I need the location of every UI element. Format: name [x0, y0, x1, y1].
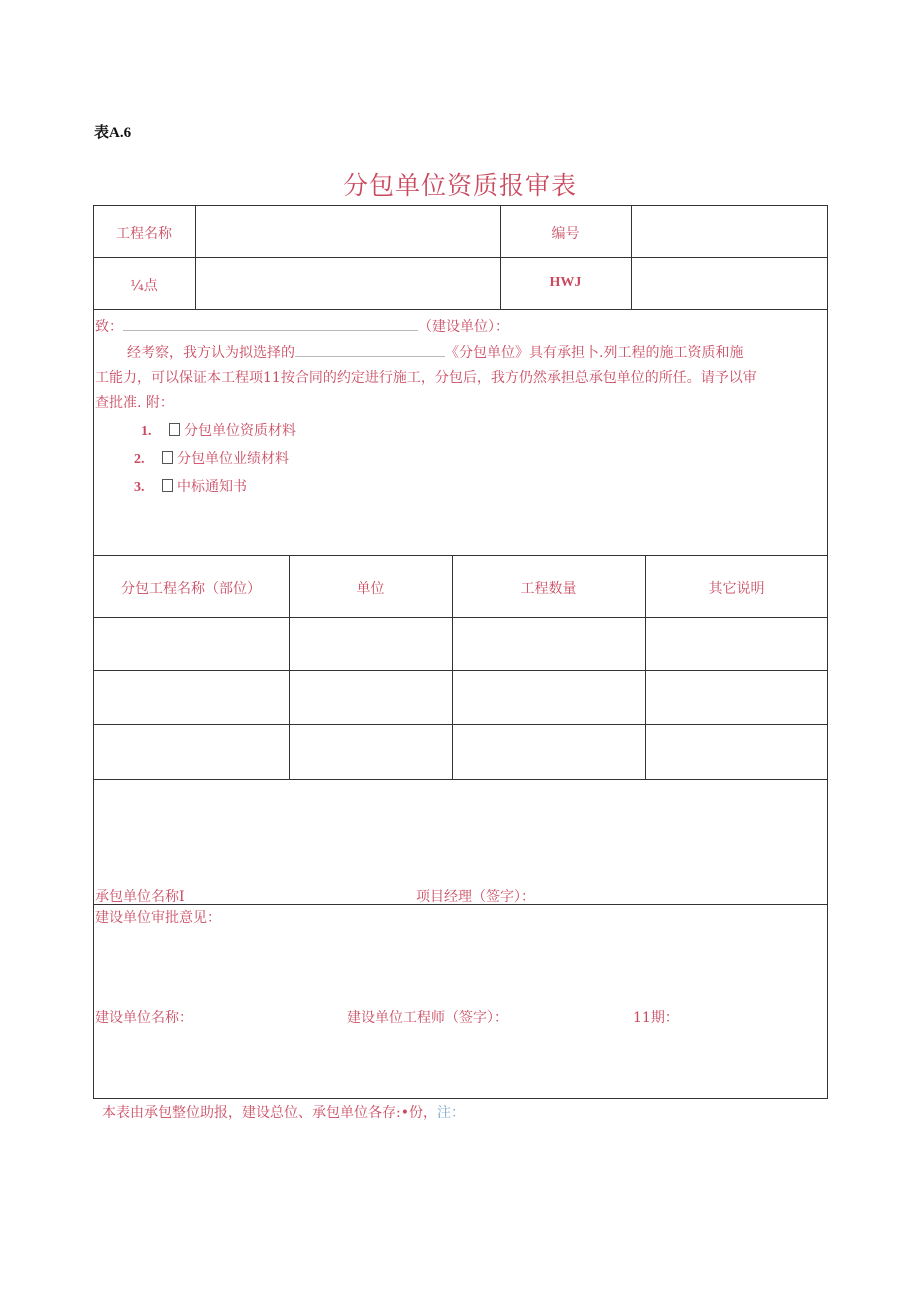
location-field[interactable]: [196, 258, 500, 309]
attachment-label: 分包单位业绩材料: [177, 451, 289, 467]
contractor-name-label: 承包单位名称I: [95, 889, 185, 905]
column-header: 单位: [356, 581, 385, 597]
column-header: 其它说明: [708, 581, 765, 597]
attachment-number: 2.: [134, 452, 145, 467]
attachment-item: [134, 448, 289, 468]
attachment-label: 分包单位资质材料: [184, 423, 296, 439]
attachment-item: [141, 420, 296, 440]
note-tail: 注：: [436, 1105, 465, 1121]
checkbox[interactable]: [169, 423, 180, 436]
footer-note: [102, 1102, 465, 1122]
table-row[interactable]: [94, 725, 828, 779]
code-field[interactable]: [632, 258, 828, 309]
client-blank[interactable]: [123, 318, 418, 331]
para-prefix: 经考察，我方认为拟选择的: [127, 345, 295, 361]
number-label: 编号: [551, 226, 580, 242]
location-label: ¼点: [130, 278, 158, 294]
table-row[interactable]: [94, 618, 828, 670]
checkbox[interactable]: [162, 479, 173, 492]
to-prefix: 致：: [95, 319, 123, 335]
to-suffix: （建设单位）：: [418, 319, 509, 335]
column-header: 分包工程名称（部位）: [121, 581, 261, 597]
date-label: 11期：: [633, 1010, 679, 1026]
approval-opinion-label: 建设单位审批意见：: [95, 910, 221, 926]
project-name-label: 工程名称: [116, 226, 172, 242]
number-field[interactable]: [632, 206, 828, 257]
engineer-signature-label: 建设单位工程师（签字）：: [347, 1010, 508, 1026]
divider: [93, 309, 828, 310]
column-header: 工程数量: [520, 581, 577, 597]
letter-para-line-2: 工能力，可以保证本工程项11按合同的约定进行施工，分包后，我方仍然承担总承包单位的所任。请予以审: [95, 370, 757, 386]
note-count: :•份，: [396, 1105, 437, 1121]
letter-to-line: [95, 316, 509, 336]
code-value: HWJ: [549, 275, 582, 290]
para-line1-suffix: 《分包单位》具有承担卜.列工程的施工资质和施: [445, 345, 744, 361]
divider: [93, 779, 828, 780]
form-code: 表A.6: [94, 125, 132, 141]
project-manager-label: 项目经理（签字）：: [416, 889, 535, 905]
attachment-number: 3.: [134, 480, 145, 495]
divider: [500, 205, 501, 309]
page-title: 分包单位资质报审表: [342, 171, 577, 200]
checkbox[interactable]: [162, 451, 173, 464]
attachment-item: [134, 476, 247, 496]
attachment-number: 1.: [141, 424, 152, 439]
attachment-label: 中标通知书: [177, 479, 247, 495]
divider: [93, 555, 828, 556]
subcontractor-blank[interactable]: [295, 344, 445, 357]
letter-para-line-1: [127, 342, 743, 362]
project-name-field[interactable]: [196, 206, 500, 257]
client-name-label: 建设单位名称：: [95, 1010, 193, 1026]
note-main: 本表由承包整位助报，建设总位、承包单位各存: [102, 1105, 396, 1121]
letter-para-line-3: 查批准. 附：: [95, 395, 174, 411]
table-row[interactable]: [94, 671, 828, 724]
